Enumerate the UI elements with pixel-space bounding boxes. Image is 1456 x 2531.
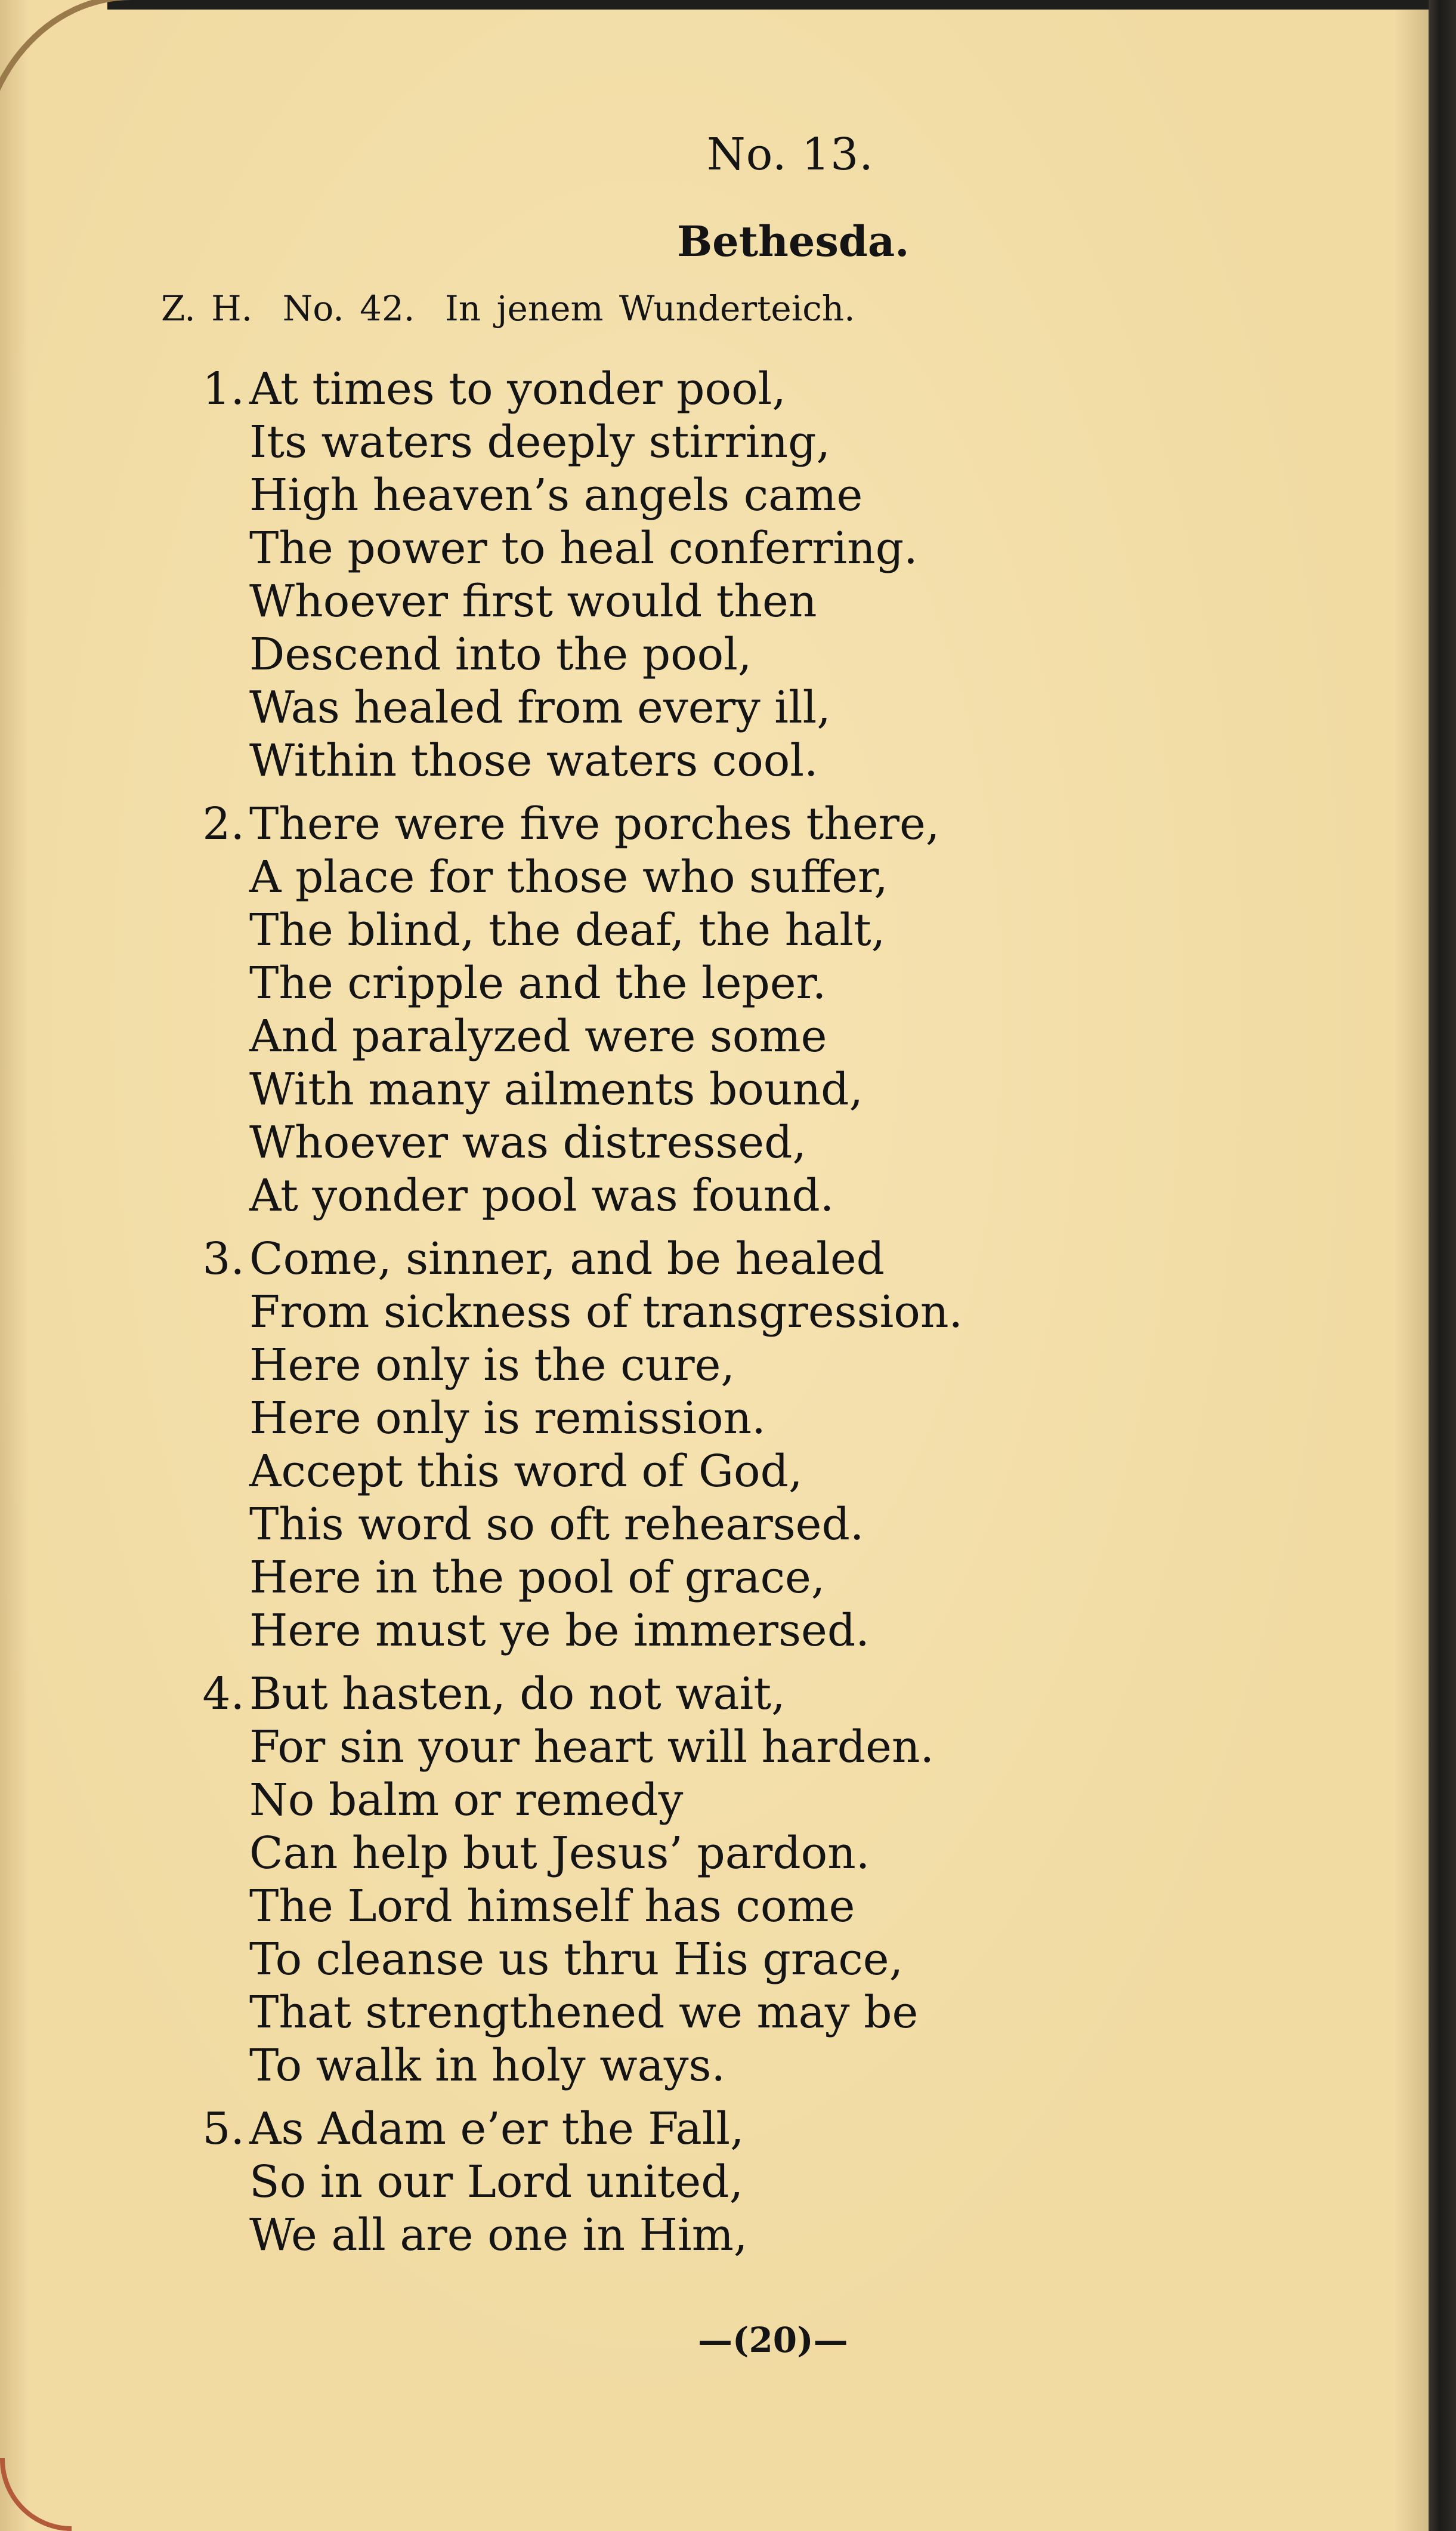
page-number: —(20)— — [698, 2320, 848, 2360]
verse-line: High heaven’s angels came — [249, 470, 863, 521]
verse-number: 1. — [202, 363, 245, 415]
verse-line: So in our Lord united, — [249, 2156, 744, 2208]
verse-line: But hasten, do not wait, — [249, 1668, 786, 1720]
verse-lines — [249, 1668, 934, 2092]
tune-reference — [161, 288, 855, 329]
verse-line: To cleanse us thru His grace, — [249, 1934, 904, 1985]
verse-line: The Lord himself has come — [249, 1881, 855, 1932]
verse-line: At times to yonder pool, — [249, 363, 786, 415]
hymn-number: No. 13. — [707, 129, 874, 180]
verse-line: Here in the pool of grace, — [249, 1552, 826, 1603]
verse-line: At yonder pool was found. — [249, 1170, 834, 1221]
verse-line: Can help but Jesus’ pardon. — [249, 1828, 870, 1879]
verse-line: Whoever first would then — [249, 576, 817, 627]
verse-lines — [249, 798, 939, 1223]
verse-line: Its waters deeply stirring, — [249, 416, 830, 468]
verse-line: This word so oft rehearsed. — [249, 1499, 864, 1550]
verse-line: Accept this word of God, — [249, 1446, 803, 1497]
verse-number: 5. — [202, 2103, 245, 2155]
verse-line: No balm or remedy — [249, 1774, 684, 1826]
verse-line: The blind, the deaf, the halt, — [249, 905, 886, 956]
verse-line: There were five porches there, — [249, 798, 940, 850]
verse-line: To walk in holy ways. — [249, 2040, 725, 2091]
tune-source: Z. H. — [161, 288, 253, 329]
verse-line: Descend into the pool, — [249, 629, 752, 680]
verse-line: And paralyzed were some — [249, 1011, 827, 1062]
verse-line: Within those waters cool. — [249, 735, 818, 786]
verse-line: Here must ye be immersed. — [249, 1605, 870, 1656]
verse-number: 2. — [202, 798, 245, 850]
verse-line: A place for those who suffer, — [249, 851, 888, 903]
verse-line: We all are one in Him, — [249, 2209, 748, 2261]
verse-lines — [249, 363, 918, 788]
verse-lines — [249, 1233, 963, 1658]
tune-original-title: In jenem Wunderteich. — [444, 288, 855, 329]
verse-lines — [249, 2103, 747, 2262]
verse-line: As Adam e’er the Fall, — [249, 2103, 744, 2155]
hymn-title: Bethesda. — [677, 217, 910, 266]
verse-line: Here only is remission. — [249, 1393, 766, 1444]
verse-number: 3. — [202, 1233, 245, 1285]
verse-line: Come, sinner, and be healed — [249, 1233, 885, 1285]
verse-line: Whoever was distressed, — [249, 1117, 807, 1168]
verse-line: With many ailments bound, — [249, 1064, 864, 1115]
verse-line: For sin your heart will harden. — [249, 1721, 935, 1773]
tune-number: No. 42. — [282, 288, 415, 329]
verse-line: The cripple and the leper. — [249, 958, 827, 1009]
book-binding-edge — [1429, 0, 1456, 2531]
verse-number: 4. — [202, 1668, 245, 1720]
verse-line: From sickness of transgression. — [249, 1286, 963, 1338]
verse-line: Here only is the cure, — [249, 1339, 735, 1391]
verse-line: The power to heal conferring. — [249, 523, 918, 574]
verse-line: Was healed from every ill, — [249, 682, 831, 733]
verse-line: That strengthened we may be — [249, 1987, 919, 2038]
